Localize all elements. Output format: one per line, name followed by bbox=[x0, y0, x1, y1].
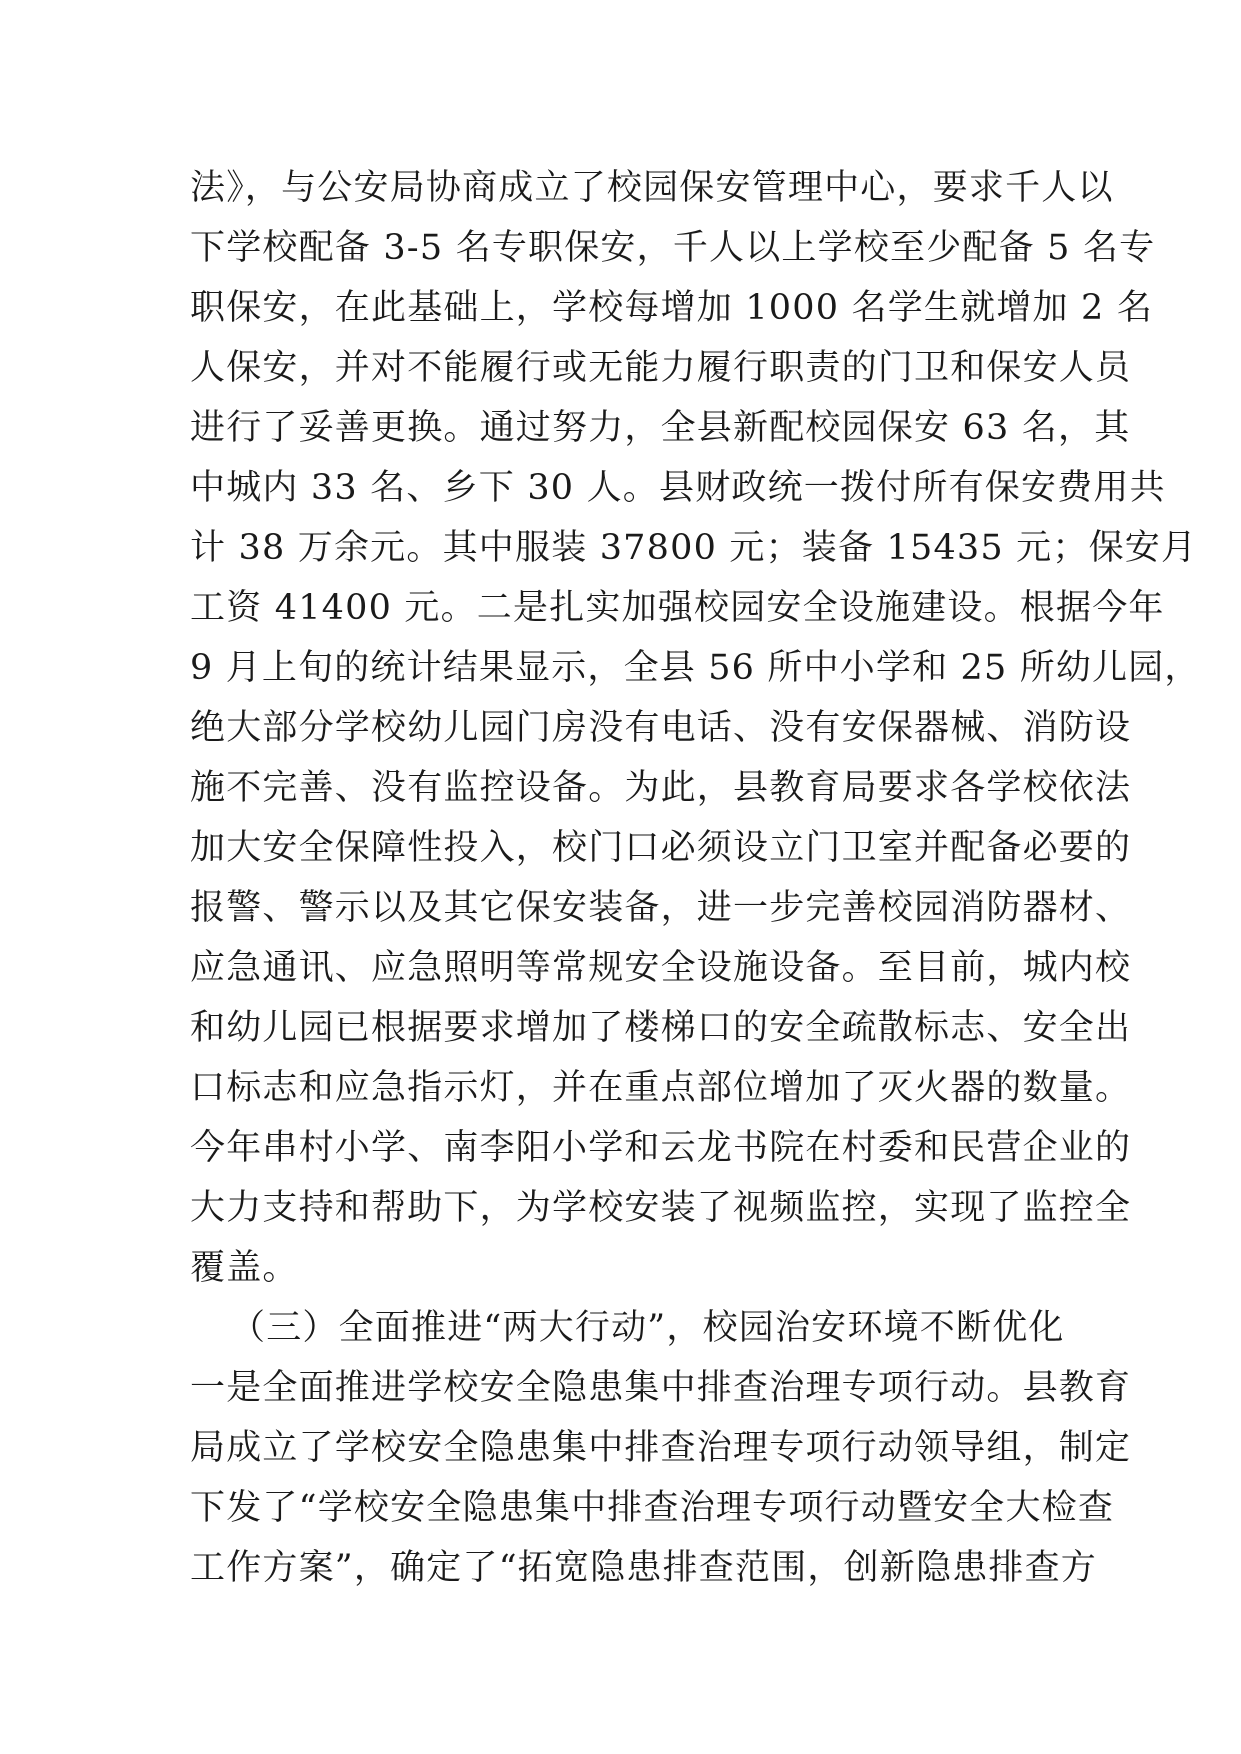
section-heading: （三）全面推进“两大行动”，校园治安环境不断优化 bbox=[230, 1308, 1065, 1348]
text-line-15: 和幼儿园已根据要求增加了楼梯口的安全疏散标志、安全出 bbox=[190, 1008, 1132, 1048]
text-line-7: 计 38 万余元。其中服装 37800 元；装备 15435 元；保安月 bbox=[190, 528, 1198, 568]
text-line-10: 绝大部分学校幼儿园门房没有电话、没有安保器械、消防设 bbox=[190, 708, 1132, 748]
text-line-18: 大力支持和帮助下，为学校安装了视频监控，实现了监控全 bbox=[190, 1188, 1132, 1228]
text-line-24: 工作方案”，确定了“拓宽隐患排查范围，创新隐患排查方 bbox=[190, 1548, 1097, 1588]
text-line-9: 9 月上旬的统计结果显示，全县 56 所中小学和 25 所幼儿园， bbox=[190, 648, 1201, 688]
text-line-21: 一是全面推进学校安全隐患集中排查治理专项行动。县教育 bbox=[190, 1368, 1132, 1408]
text-line-19: 覆盖。 bbox=[190, 1248, 299, 1288]
text-line-6: 中城内 33 名、乡下 30 人。县财政统一拨付所有保安费用共 bbox=[190, 468, 1166, 508]
text-line-2: 下学校配备 3-5 名专职保安，千人以上学校至少配备 5 名专 bbox=[190, 228, 1156, 268]
text-line-14: 应急通讯、应急照明等常规安全设施设备。至目前，城内校 bbox=[190, 948, 1132, 988]
text-line-11: 施不完善、没有监控设备。为此，县教育局要求各学校依法 bbox=[190, 768, 1132, 808]
text-line-5: 进行了妥善更换。通过努力，全县新配校园保安 63 名，其 bbox=[190, 408, 1131, 448]
text-line-22: 局成立了学校安全隐患集中排查治理专项行动领导组，制定 bbox=[190, 1428, 1132, 1468]
text-line-23: 下发了“学校安全隐患集中排查治理专项行动暨安全大检查 bbox=[190, 1488, 1115, 1528]
text-line-12: 加大安全保障性投入，校门口必须设立门卫室并配备必要的 bbox=[190, 828, 1132, 868]
text-line-16: 口标志和应急指示灯，并在重点部位增加了灭火器的数量。 bbox=[190, 1068, 1132, 1108]
text-line-13: 报警、警示以及其它保安装备，进一步完善校园消防器材、 bbox=[190, 888, 1132, 928]
text-line-4: 人保安，并对不能履行或无能力履行职责的门卫和保安人员 bbox=[190, 348, 1132, 388]
text-line-1: 法》，与公安局协商成立了校园保安管理中心，要求千人以 bbox=[190, 168, 1114, 208]
text-line-8: 工资 41400 元。二是扎实加强校园安全设施建设。根据今年 bbox=[190, 588, 1165, 628]
text-line-17: 今年串村小学、南李阳小学和云龙书院在村委和民营企业的 bbox=[190, 1128, 1132, 1168]
text-line-3: 职保安，在此基础上，学校每增加 1000 名学生就增加 2 名 bbox=[190, 288, 1154, 328]
